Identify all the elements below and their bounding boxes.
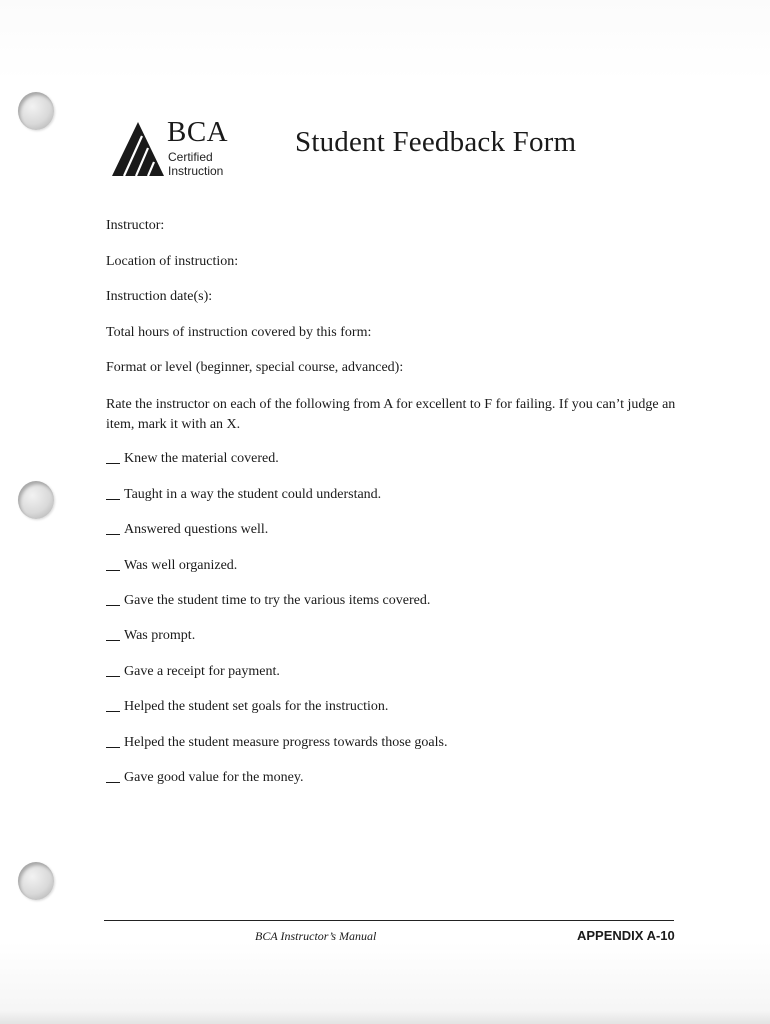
footer-manual-title: BCA Instructor’s Manual	[255, 929, 377, 943]
rating-item: Was well organized.	[106, 557, 237, 575]
location-field-label: Location of instruction:	[106, 254, 239, 269]
hours-field-label: Total hours of instruction covered by this form:	[106, 325, 372, 340]
rating-item: Was prompt.	[106, 627, 195, 645]
dates-field-label: Instruction date(s):	[106, 289, 213, 304]
rating-blank[interactable]	[106, 592, 120, 606]
rating-blank[interactable]	[106, 521, 120, 535]
rating-item: Gave a receipt for payment.	[106, 663, 280, 681]
instructor-field-label: Instructor:	[106, 218, 165, 233]
punch-hole	[18, 92, 54, 130]
logo-subtitle-instruction: Instruction	[168, 164, 224, 178]
rating-item: Helped the student measure progress towards those goals.	[106, 734, 447, 752]
logo-title: BCA	[167, 116, 229, 148]
punch-hole	[18, 862, 54, 900]
rating-instructions: Rate the instructor on each of the following from A for excellent to F for failing. If you can’t judge an item, mark it with an X.	[106, 397, 676, 432]
rating-item: Gave good value for the money.	[106, 769, 303, 787]
rating-item: Answered questions well.	[106, 521, 268, 539]
page-edge-shadow	[0, 1010, 770, 1024]
footer-appendix-label: APPENDIX A-10	[577, 928, 675, 943]
bca-logo	[110, 118, 250, 180]
footer-divider	[104, 920, 674, 921]
punch-hole	[18, 481, 54, 519]
rating-blank[interactable]	[106, 734, 120, 748]
triangle-logo-icon	[110, 118, 168, 180]
rating-item: Gave the student time to try the various items covered.	[106, 592, 430, 610]
rating-blank[interactable]	[106, 450, 120, 464]
rating-blank[interactable]	[106, 663, 120, 677]
rating-blank[interactable]	[106, 486, 120, 500]
rating-blank[interactable]	[106, 769, 120, 783]
rating-blank[interactable]	[106, 627, 120, 641]
logo-subtitle-certified: Certified	[168, 150, 213, 164]
rating-item: Taught in a way the student could understand.	[106, 486, 381, 504]
rating-item: Helped the student set goals for the instruction.	[106, 698, 388, 716]
format-field-label: Format or level (beginner, special course, advanced):	[106, 360, 404, 375]
rating-blank[interactable]	[106, 557, 120, 571]
form-title: Student Feedback Form	[295, 126, 577, 158]
rating-blank[interactable]	[106, 698, 120, 712]
rating-item: Knew the material covered.	[106, 450, 279, 468]
